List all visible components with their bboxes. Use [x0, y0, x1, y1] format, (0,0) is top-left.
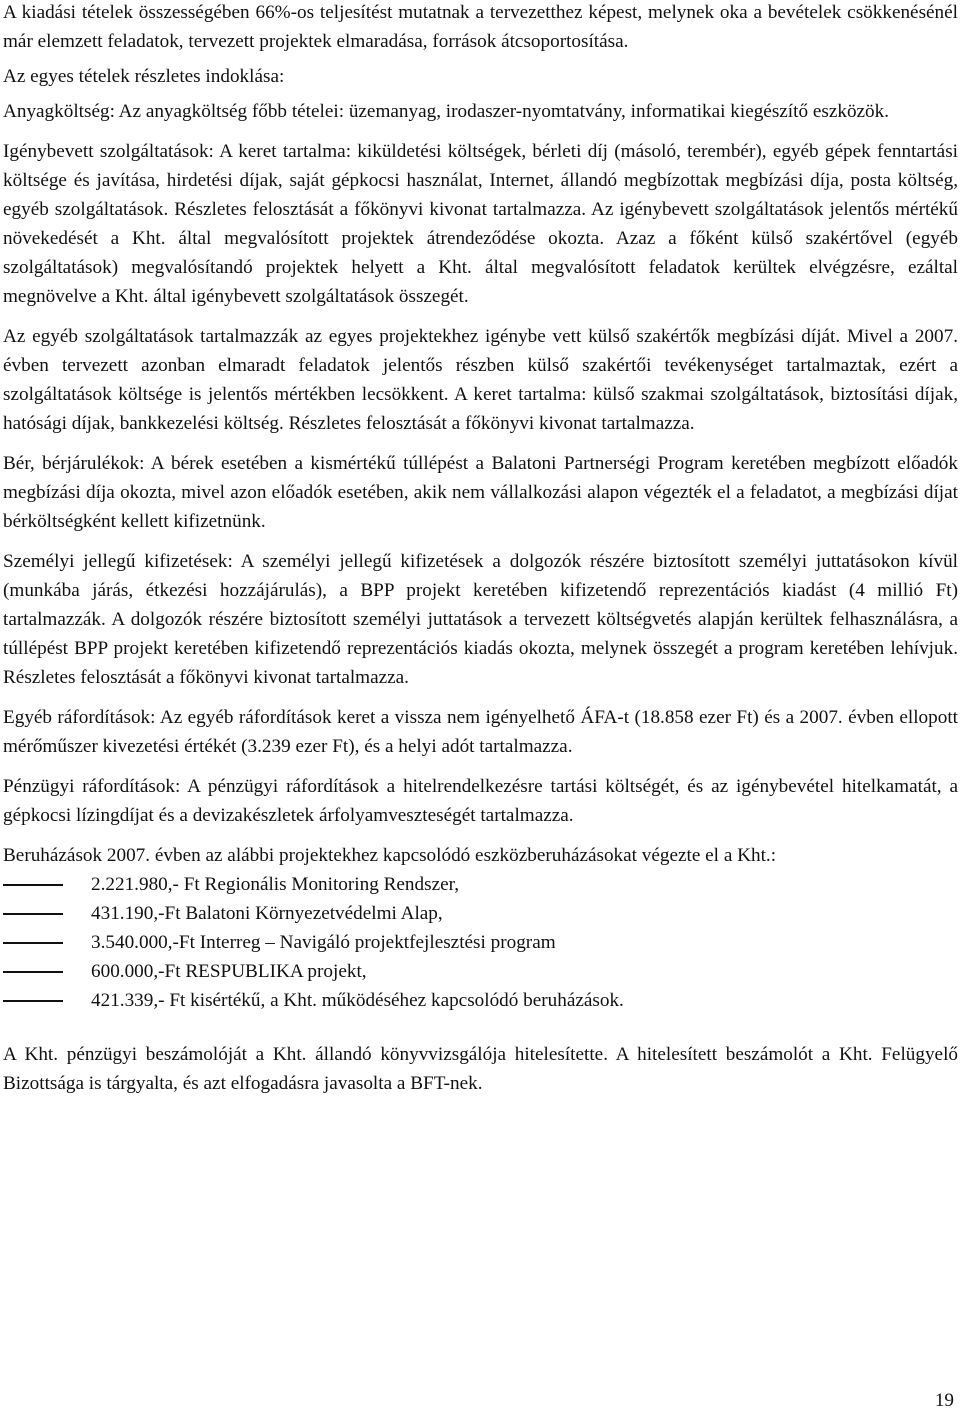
investments-paragraph: Beruházások 2007. évben az alábbi projektekhez kapcsolódó eszközberuházásokat végezte el a Kht.:: [3, 845, 777, 866]
audit-paragraph: A Kht. pénzügyi beszámolóját a Kht. állandó könyvvizsgálója hitelesítette. A hitelesített beszámolót a Kht. Felügyelő Bizottsága is tárgyalta, és azt elfogadásra javasolta a BFT-nek.: [3, 1044, 958, 1094]
services-paragraph: Igénybevett szolgáltatások: A keret tartalma: kiküldetési költségek, bérleti díj (másoló, terembér), egyéb gépek fenntartási költsége és javítása, hirdetési díjak, saját gépkocsi használat, Internet, állandó megbízottak megbízási díja, posta költség, egyéb szolgáltatások. Részletes felosztását a főkönyvi kivonat tartalmazza. Az igénybevett szolgáltatások jelentős mértékű növekedését a Kht. által megvalósított projektek átrendeződése okozta. Azaz a főként külső szakértővel (egyéb szolgáltatások) megvalósítandó projektek helyett a Kht. által megvalósított feladatok kerültek elvégzésre, ezáltal megnövelve a Kht. által igénybevett szolgáltatások összegét.: [3, 141, 958, 307]
dash-bullet-icon: [3, 942, 63, 944]
dash-bullet-icon: [3, 884, 63, 886]
wages-paragraph: Bér, bérjárulékok: A bérek esetében a kismértékű túllépést a Balatoni Partnerségi Program keretében megbízott előadók megbízási díja okozta, mivel azon előadók esetében, akik nem vállalkozási alapon végezték el a feladatot, a megbízási díjat bérköltségként kellett kifizetnünk.: [3, 453, 958, 532]
other-services-paragraph: Az egyéb szolgáltatások tartalmazzák az egyes projektekhez igénybe vett külső szakértők megbízási díját. Mivel a 2007. évben tervezett azonban elmaradt feladatok jelentős részben külső szakértői tevékenységet tartalmaztak, ezért a szolgáltatások költsége is jelentős mértékben lecsökkent. A keret tartalma: külső szakmai szolgáltatások, biztosítási díjak, hatósági díjak, bankkezelési költség. Részletes felosztását a főkönyvi kivonat tartalmazza.: [3, 326, 958, 434]
list-item: 421.339,- Ft kisértékű, a Kht. működéséhez kapcsolódó beruházások.: [3, 986, 958, 1015]
page-number: 19: [934, 1390, 954, 1411]
material-cost-paragraph: Anyagköltség: Az anyagköltség főbb tételei: üzemanyag, irodaszer-nyomtatvány, informatikai kiegészítő eszközök.: [3, 101, 890, 122]
dash-bullet-icon: [3, 971, 63, 973]
dash-bullet-icon: [3, 913, 63, 915]
details-heading: Az egyes tételek részletes indoklása:: [3, 66, 285, 87]
other-expenses-paragraph: Egyéb ráfordítások: Az egyéb ráfordítások keret a vissza nem igényelhető ÁFA-t (18.858 ezer Ft) és a 2007. évben ellopott mérőműszer kivezetési értékét (3.239 ezer Ft), és a helyi adót tartalmazza.: [3, 707, 958, 757]
list-item: 3.540.000,-Ft Interreg – Navigáló projektfejlesztési program: [3, 928, 958, 957]
list-item: 431.190,-Ft Balatoni Környezetvédelmi Alap,: [3, 899, 958, 928]
dash-bullet-icon: [3, 1000, 63, 1002]
personal-payments-paragraph: Személyi jellegű kifizetések: A személyi jellegű kifizetések a dolgozók részére biztosított személyi juttatásokon kívül (munkába járás, étkezési hozzájárulás), a BPP projekt keretében kifizetendő reprezentációs kiadást (4 millió Ft) tartalmazzák. A dolgozók részére biztosított személyi juttatások a tervezett költségvetés alapján kerültek felhasználásra, a túllépést BPP projekt keretében kifizetendő reprezentációs kiadás okozta, melynek összegét a program keretében lehívjuk. Részletes felosztását a főkönyvi kivonat tartalmazza.: [3, 551, 958, 688]
intro-paragraph: A kiadási tételek összességében 66%-os teljesítést mutatnak a tervezetthez képest, melynek oka a bevételek csökkenésénél már elemzett feladatok, tervezett projektek elmaradása, források átcsoportosítása.: [3, 2, 958, 52]
financial-expenses-paragraph: Pénzügyi ráfordítások: A pénzügyi ráfordítások a hitelrendelkezésre tartási költségét, és az igénybevétel hitelkamatát, a gépkocsi lízingdíjat és a devizakészletek árfolyamveszteségét tartalmazza.: [3, 776, 958, 826]
document-page: [3, 0, 958, 1098]
list-item: 2.221.980,- Ft Regionális Monitoring Rendszer,: [3, 870, 958, 899]
list-item: 600.000,-Ft RESPUBLIKA projekt,: [3, 957, 958, 986]
investments-list: [3, 870, 958, 1015]
